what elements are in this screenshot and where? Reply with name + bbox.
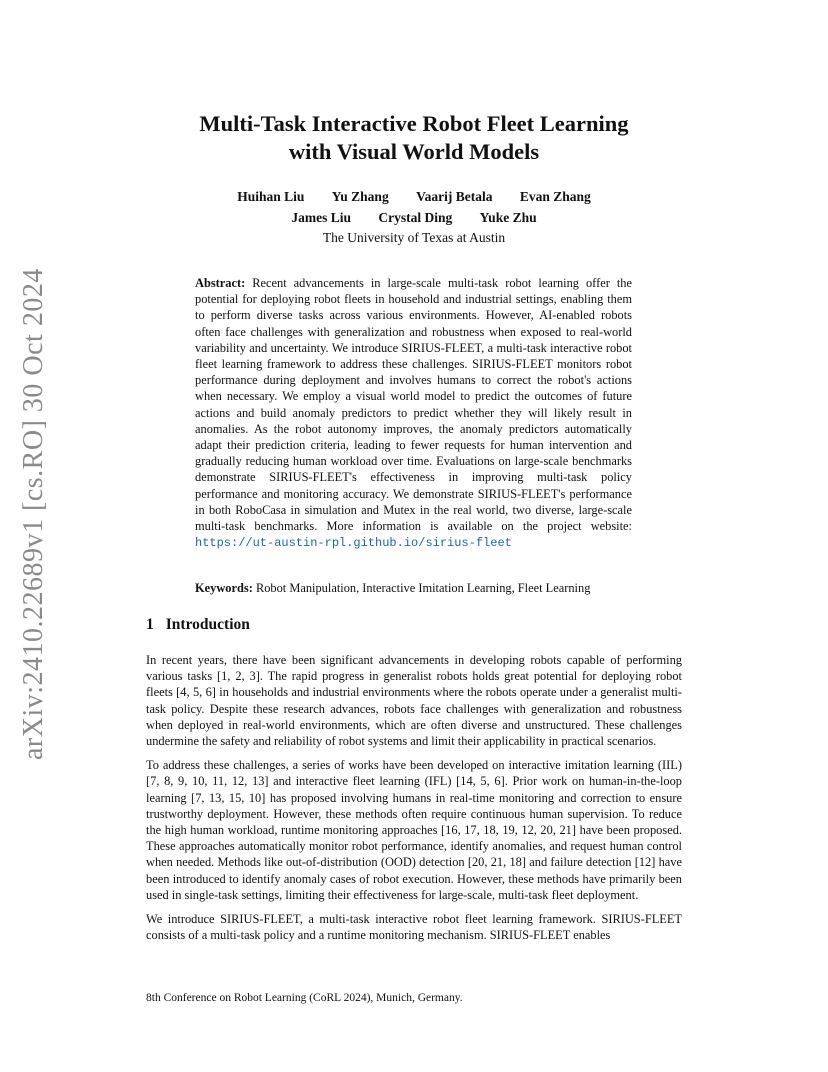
keywords xyxy=(195,581,632,596)
affiliation: The University of Texas at Austin xyxy=(322,230,506,245)
author-row-2 xyxy=(0,207,828,228)
paper-title xyxy=(0,110,828,166)
section-title: Introduction xyxy=(165,616,250,633)
author-name: Huihan Liu xyxy=(237,189,305,204)
title-line-1: Multi-Task Interactive Robot Fleet Learning xyxy=(199,111,629,136)
author-list xyxy=(0,186,828,228)
abstract-label: Abstract: xyxy=(195,276,246,290)
abstract-text: Recent advancements in large-scale multi-task robot learning offer the potential for deploying robot fleets in household and industrial settings, enabling them to perform diverse tasks across various environments. However, AI-enabled robots often face challenges with generalization and robustness when exposed to real-world variability and uncertainty. We introduce SIRIUS-FLEET, a multi-task interactive robot fleet learning framework to address these challenges. SIRIUS-FLEET monitors robot performance during deployment and involves humans to correct the robot's actions when necessary. We employ a visual world model to predict the outcomes of future actions and build anomaly predictors to predict whether they will likely result in anomalies. As the robot autonomy improves, the anomaly predictors automatically adapt their prediction criteria, leading to fewer requests for human intervention and gradually reducing human workload over time. Evaluations on large-scale benchmarks demonstrate SIRIUS-FLEET's effectiveness in improving multi-task policy performance and monitoring accuracy. We demonstrate SIRIUS-FLEET's performance in both RoboCasa in simulation and Mutex in the real world, two diverse, large-scale multi-task benchmarks. More information is available on the project website: xyxy=(195,276,632,534)
paragraph: To address these challenges, a series of works have been developed on interactive imitation learning (IIL) [7, 8, 9, 10, 11, 12, 13] and interactive fleet learning (IFL) [14, 5, 6]. Prior work on human-in-the-loop learning [7, 13, 15, 10] has proposed involving humans in real-time monitoring and correction to ensure trustworthy deployment. However, these methods often require continuous human supervision. To reduce the high human workload, runtime monitoring approaches [16, 17, 18, 19, 12, 20, 21] have been proposed. These approaches automatically monitor robot performance, identify anomalies, and request human control when needed. Methods like out-of-distribution (OOD) detection [20, 21, 18] and failure detection [12] have been introduced to identify anomaly cases of robot execution. However, these methods have primarily been used in single-task settings, limiting their effectiveness for large-scale, multi-task fleet deployment. xyxy=(146,758,682,902)
introduction-body xyxy=(146,652,682,951)
title-line-2: with Visual World Models xyxy=(288,139,540,164)
author-name: James Liu xyxy=(291,210,352,225)
paragraph: In recent years, there have been significant advancements in developing robots capable of performing various tasks [1, 2, 3]. The rapid progress in generalist robots holds great potential for deploying robot fleets [4, 5, 6] in households and industrial environments where the robots operate under a generalist multi-task policy. Despite these research advances, robots face challenges with generalization and robustness when deployed in real-world environments, which are often diverse and unstructured. These challenges undermine the safety and reliability of robot systems and limit their applicability in practical scenarios. xyxy=(146,653,682,749)
author-name: Evan Zhang xyxy=(519,189,591,204)
arxiv-identifier-stamp: arXiv:2410.22689v1 [cs.RO] 30 Oct 2024 xyxy=(18,268,49,760)
author-row-1 xyxy=(0,186,828,207)
author-name: Yu Zhang xyxy=(331,189,389,204)
paragraph: We introduce SIRIUS-FLEET, a multi-task interactive robot fleet learning framework. SIRIUS-FLEET consists of a multi-task policy and a runtime monitoring mechanism. SIRIUS-FLEET enables xyxy=(146,912,682,943)
section-heading xyxy=(146,616,250,634)
author-name: Yuke Zhu xyxy=(479,210,537,225)
author-name: Vaarij Betala xyxy=(416,189,493,204)
abstract xyxy=(195,275,632,551)
project-website-link[interactable]: https://ut-austin-rpl.github.io/sirius-fleet xyxy=(195,536,512,551)
conference-footer: 8th Conference on Robot Learning (CoRL 2024), Munich, Germany. xyxy=(146,992,463,1004)
section-number: 1 xyxy=(146,616,154,633)
keywords-label: Keywords: xyxy=(195,581,253,595)
author-name: Crystal Ding xyxy=(378,210,453,225)
keywords-text: Robot Manipulation, Interactive Imitation Learning, Fleet Learning xyxy=(255,581,591,595)
